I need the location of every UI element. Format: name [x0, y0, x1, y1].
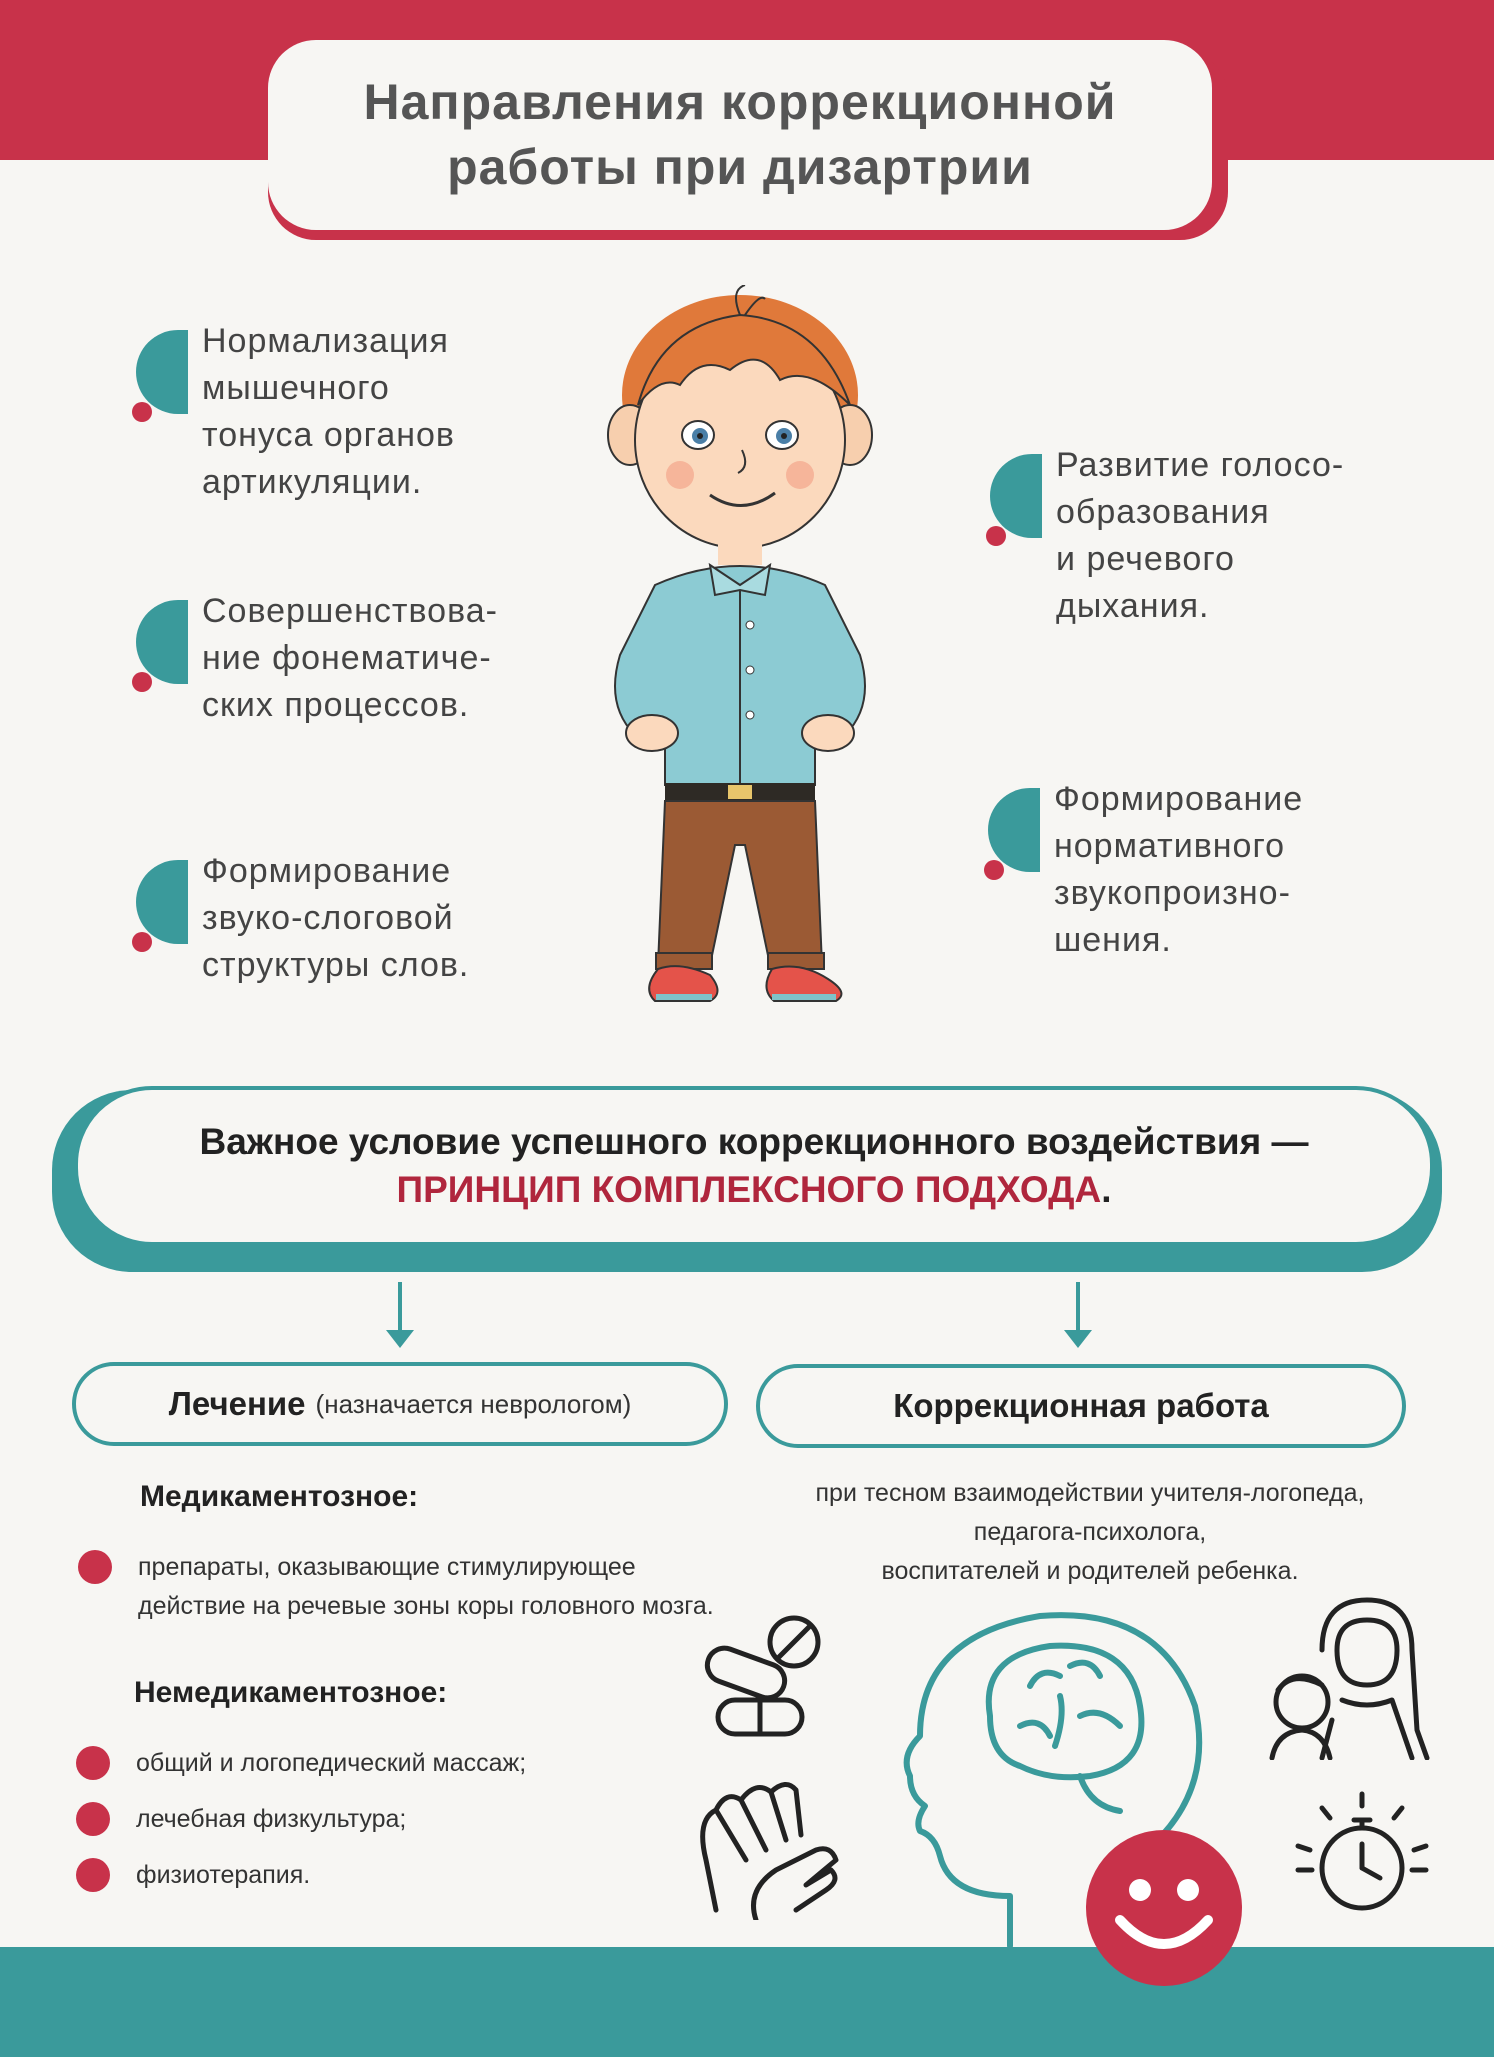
title-line-2: работы при дизартрии	[447, 139, 1033, 195]
direction-text: артикуляции.	[202, 462, 423, 501]
pills-icon	[694, 1612, 834, 1742]
condition-end: .	[1101, 1169, 1112, 1210]
boy-illustration	[560, 285, 920, 1005]
correction-title: Коррекционная работа	[893, 1387, 1269, 1424]
condition-accent: ПРИНЦИП КОМПЛЕКСНОГО ПОДХОДА	[396, 1169, 1102, 1210]
direction-marker	[136, 860, 188, 956]
page-title	[268, 40, 1212, 230]
nonmedical-item: лечебная физкультура;	[136, 1805, 407, 1833]
condition-box	[74, 1086, 1434, 1246]
direction-text: Совершенствова-	[202, 592, 498, 630]
list-item	[76, 1744, 526, 1783]
title-line-1: Направления коррекционной	[363, 74, 1117, 130]
bullet-dot	[76, 1802, 110, 1836]
direction-text: ских процессов.	[202, 685, 470, 724]
direction-text: и речевого	[1056, 539, 1235, 578]
direction-text: структуры слов.	[202, 945, 470, 984]
direction-marker	[988, 788, 1040, 884]
direction-text: Формирование	[202, 852, 452, 890]
condition-principle	[78, 1169, 1430, 1211]
nonmedical-item: физиотерапия.	[136, 1861, 311, 1889]
direction-text: звуко-слоговой	[202, 898, 454, 937]
direction-text: Формирование	[1054, 780, 1304, 818]
direction-item-4	[1056, 442, 1416, 630]
direction-marker	[990, 454, 1042, 550]
list-item	[78, 1548, 738, 1626]
arrow-down-icon	[1076, 1282, 1080, 1334]
direction-marker	[136, 330, 188, 426]
direction-item-2	[202, 588, 562, 729]
direction-text: тонуса органов	[202, 415, 455, 454]
correction-note-line: педагога-психолога,	[973, 1517, 1207, 1546]
list-item	[76, 1800, 406, 1839]
bullet-dot	[76, 1746, 110, 1780]
bullet-dot	[76, 1858, 110, 1892]
direction-text: образования	[1056, 492, 1270, 531]
mother-child-icon	[1262, 1590, 1432, 1760]
condition-text: Важное условие успешного коррекционного воздействия —	[199, 1121, 1309, 1162]
direction-text: звукопроизно-	[1054, 873, 1291, 912]
medical-heading: Медикаментозное:	[140, 1480, 419, 1513]
nonmedical-item: общий и логопедический массаж;	[136, 1749, 527, 1777]
stopwatch-icon	[1292, 1786, 1432, 1926]
bottom-band	[0, 1947, 1494, 2057]
direction-text: Нормализация	[202, 322, 449, 360]
direction-text: дыхания.	[1056, 586, 1210, 625]
nonmedical-heading: Немедикаментозное:	[134, 1676, 448, 1709]
correction-note-line: воспитателей и родителей ребенка.	[881, 1556, 1299, 1585]
treatment-note: (назначается неврологом)	[315, 1388, 632, 1419]
list-item	[76, 1856, 310, 1895]
correction-pill	[756, 1364, 1406, 1448]
bullet-dot	[78, 1550, 112, 1584]
treatment-pill	[72, 1362, 728, 1446]
arrow-down-icon	[398, 1282, 402, 1334]
direction-text: Развитие голосо-	[1056, 446, 1345, 484]
direction-text: ние фонематиче-	[202, 638, 492, 677]
direction-item-1	[202, 318, 562, 506]
direction-text: нормативного	[1054, 826, 1286, 865]
hands-icon	[686, 1770, 846, 1920]
direction-item-3	[202, 848, 562, 989]
treatment-title: Лечение	[168, 1385, 306, 1422]
direction-marker	[136, 600, 188, 696]
direction-item-5	[1054, 776, 1414, 964]
direction-text: шения.	[1054, 920, 1172, 959]
correction-note-line: при тесном взаимодействии учителя-логопеда,	[815, 1479, 1365, 1507]
correction-note	[780, 1474, 1400, 1590]
medical-item: препараты, оказывающие стимулирующее действие на речевые зоны коры головного мозга.	[138, 1553, 714, 1620]
smiley-icon	[1084, 1828, 1244, 1988]
direction-text: мышечного	[202, 368, 390, 407]
